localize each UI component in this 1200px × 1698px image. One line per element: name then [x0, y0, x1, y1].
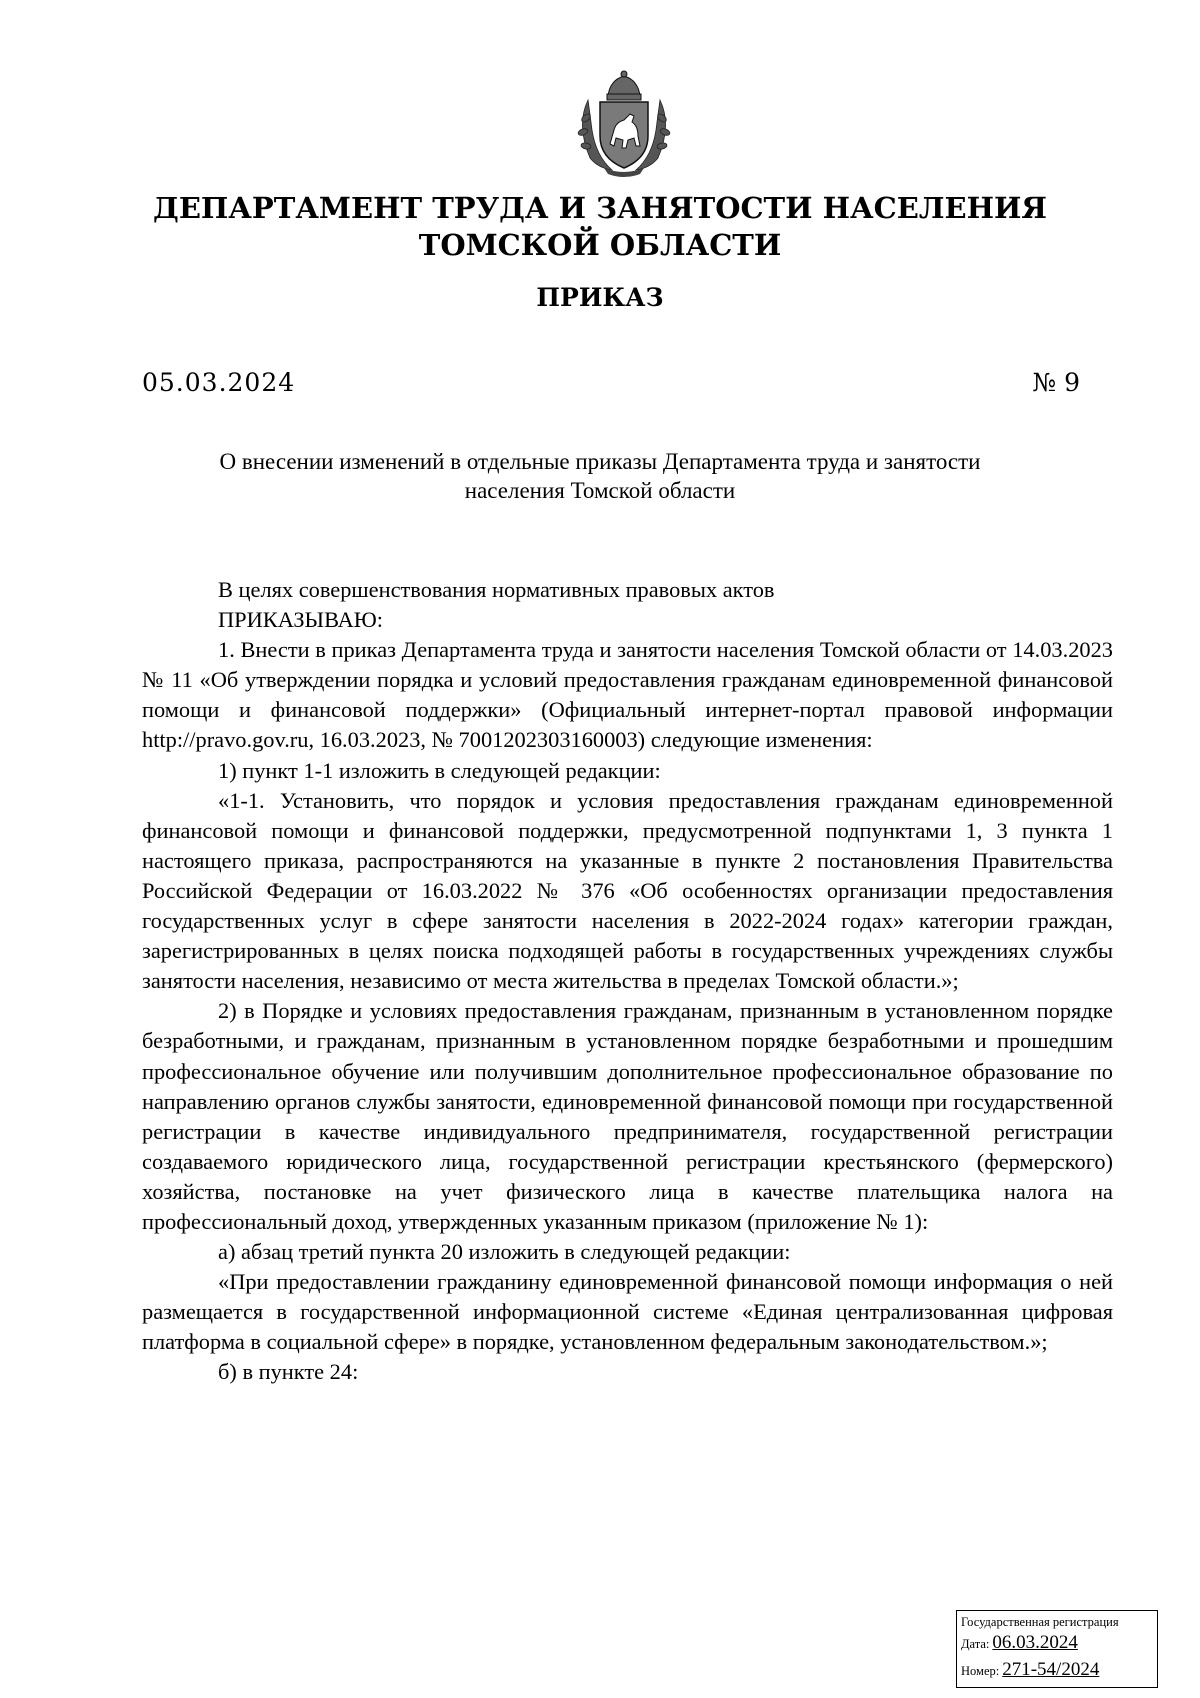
stamp-number-row [961, 1657, 1153, 1684]
organization-name-line2: ТОМСКОЙ ОБЛАСТИ [418, 228, 782, 262]
stamp-number-value: 271-54/2024 [1002, 1659, 1100, 1680]
coat-of-arms-emblem [568, 70, 680, 178]
document-type-title: ПРИКАЗ [536, 283, 664, 312]
stamp-number-label: Номер: [961, 1664, 1000, 1678]
organization-name-line1: ДЕПАРТАМЕНТ ТРУДА И ЗАНЯТОСТИ НАСЕЛЕНИЯ [153, 191, 1047, 225]
stamp-date-row [961, 1630, 1153, 1657]
body-paragraph: б) в пункте 24: [218, 1359, 359, 1385]
body-paragraph: ПРИКАЗЫВАЮ: [218, 607, 384, 633]
document-body [142, 575, 1113, 1388]
body-paragraph: 2) в Порядке и условиях предоставления гражданам, признанным в установленном порядке безработными, и гражданам, признанным в установленном порядке безработными и прошедшим профессиональное обучение или получившим дополнительное профессиональное образование по направлению органов службы занятости, единовременной финансовой помощи при государственной регистрации в качестве индивидуального предпринимателя, государственной регистрации создаваемого юридического лица, государственной регистрации крестьянского (фермерского) хозяйства, постановке на учет физического лица в качестве плательщика налога на профессиональный доход, утвержденных указанным приказом (приложение № 1): [142, 998, 1113, 1234]
body-paragraph: 1. Внести в приказ Департамента труда и занятости населения Томской области от 14.03.2023 № 11 «Об утверждении порядка и условий предоставления гражданам единовременной финансовой помощи и финансовой поддержки» (Официальный интернет-портал правовой информации http://pravo.gov.ru, 16.03.2023, № 7001202303160003) следующие изменения: [142, 637, 1113, 753]
document-number: № 9 [1032, 368, 1080, 397]
document-subject-line1: О внесении изменений в отдельные приказы Департамента труда и занятости [219, 449, 981, 474]
body-paragraph: а) абзац третий пункта 20 изложить в следующей редакции: [218, 1239, 791, 1265]
tomsk-region-coat-of-arms-icon [568, 70, 680, 178]
stamp-title: Государственная регистрация [961, 1615, 1119, 1629]
body-paragraph: «При предоставлении гражданину единовременной финансовой помощи информация о ней размещается в государственной информационной системе «Единая централизованная цифровая платформа в социальной сфере» в порядке, установленном федеральным законодательством.»; [142, 1269, 1113, 1355]
document-date: 05.03.2024 [142, 368, 296, 397]
body-paragraph: «1-1. Установить, что порядок и условия предоставления гражданам единовременной финансовой помощи и финансовой поддержки, предусмотренной подпунктами 1, 3 пункта 1 настоящего приказа, распространяются на указанные в пункте 2 постановления Правительства Российской Федерации от 16.03.2022 № 376 «Об особенностях организации предоставления государственных услуг в сфере занятости населения в 2022-2024 годах» категории граждан, зарегистрированных в целях поиска подходящей работы в государственных учреждениях службы занятости населения, независимо от места жительства в пределах Томской области.»; [142, 787, 1113, 994]
stamp-date-value: 06.03.2024 [992, 1632, 1078, 1653]
body-paragraph: В целях совершенствования нормативных правовых актов [218, 577, 775, 602]
registration-stamp [956, 1610, 1158, 1688]
stamp-date-label: Дата: [961, 1637, 990, 1651]
document-subject-line2: населения Томской области [464, 478, 736, 503]
body-paragraph: 1) пункт 1-1 изложить в следующей редакции: [218, 757, 661, 783]
